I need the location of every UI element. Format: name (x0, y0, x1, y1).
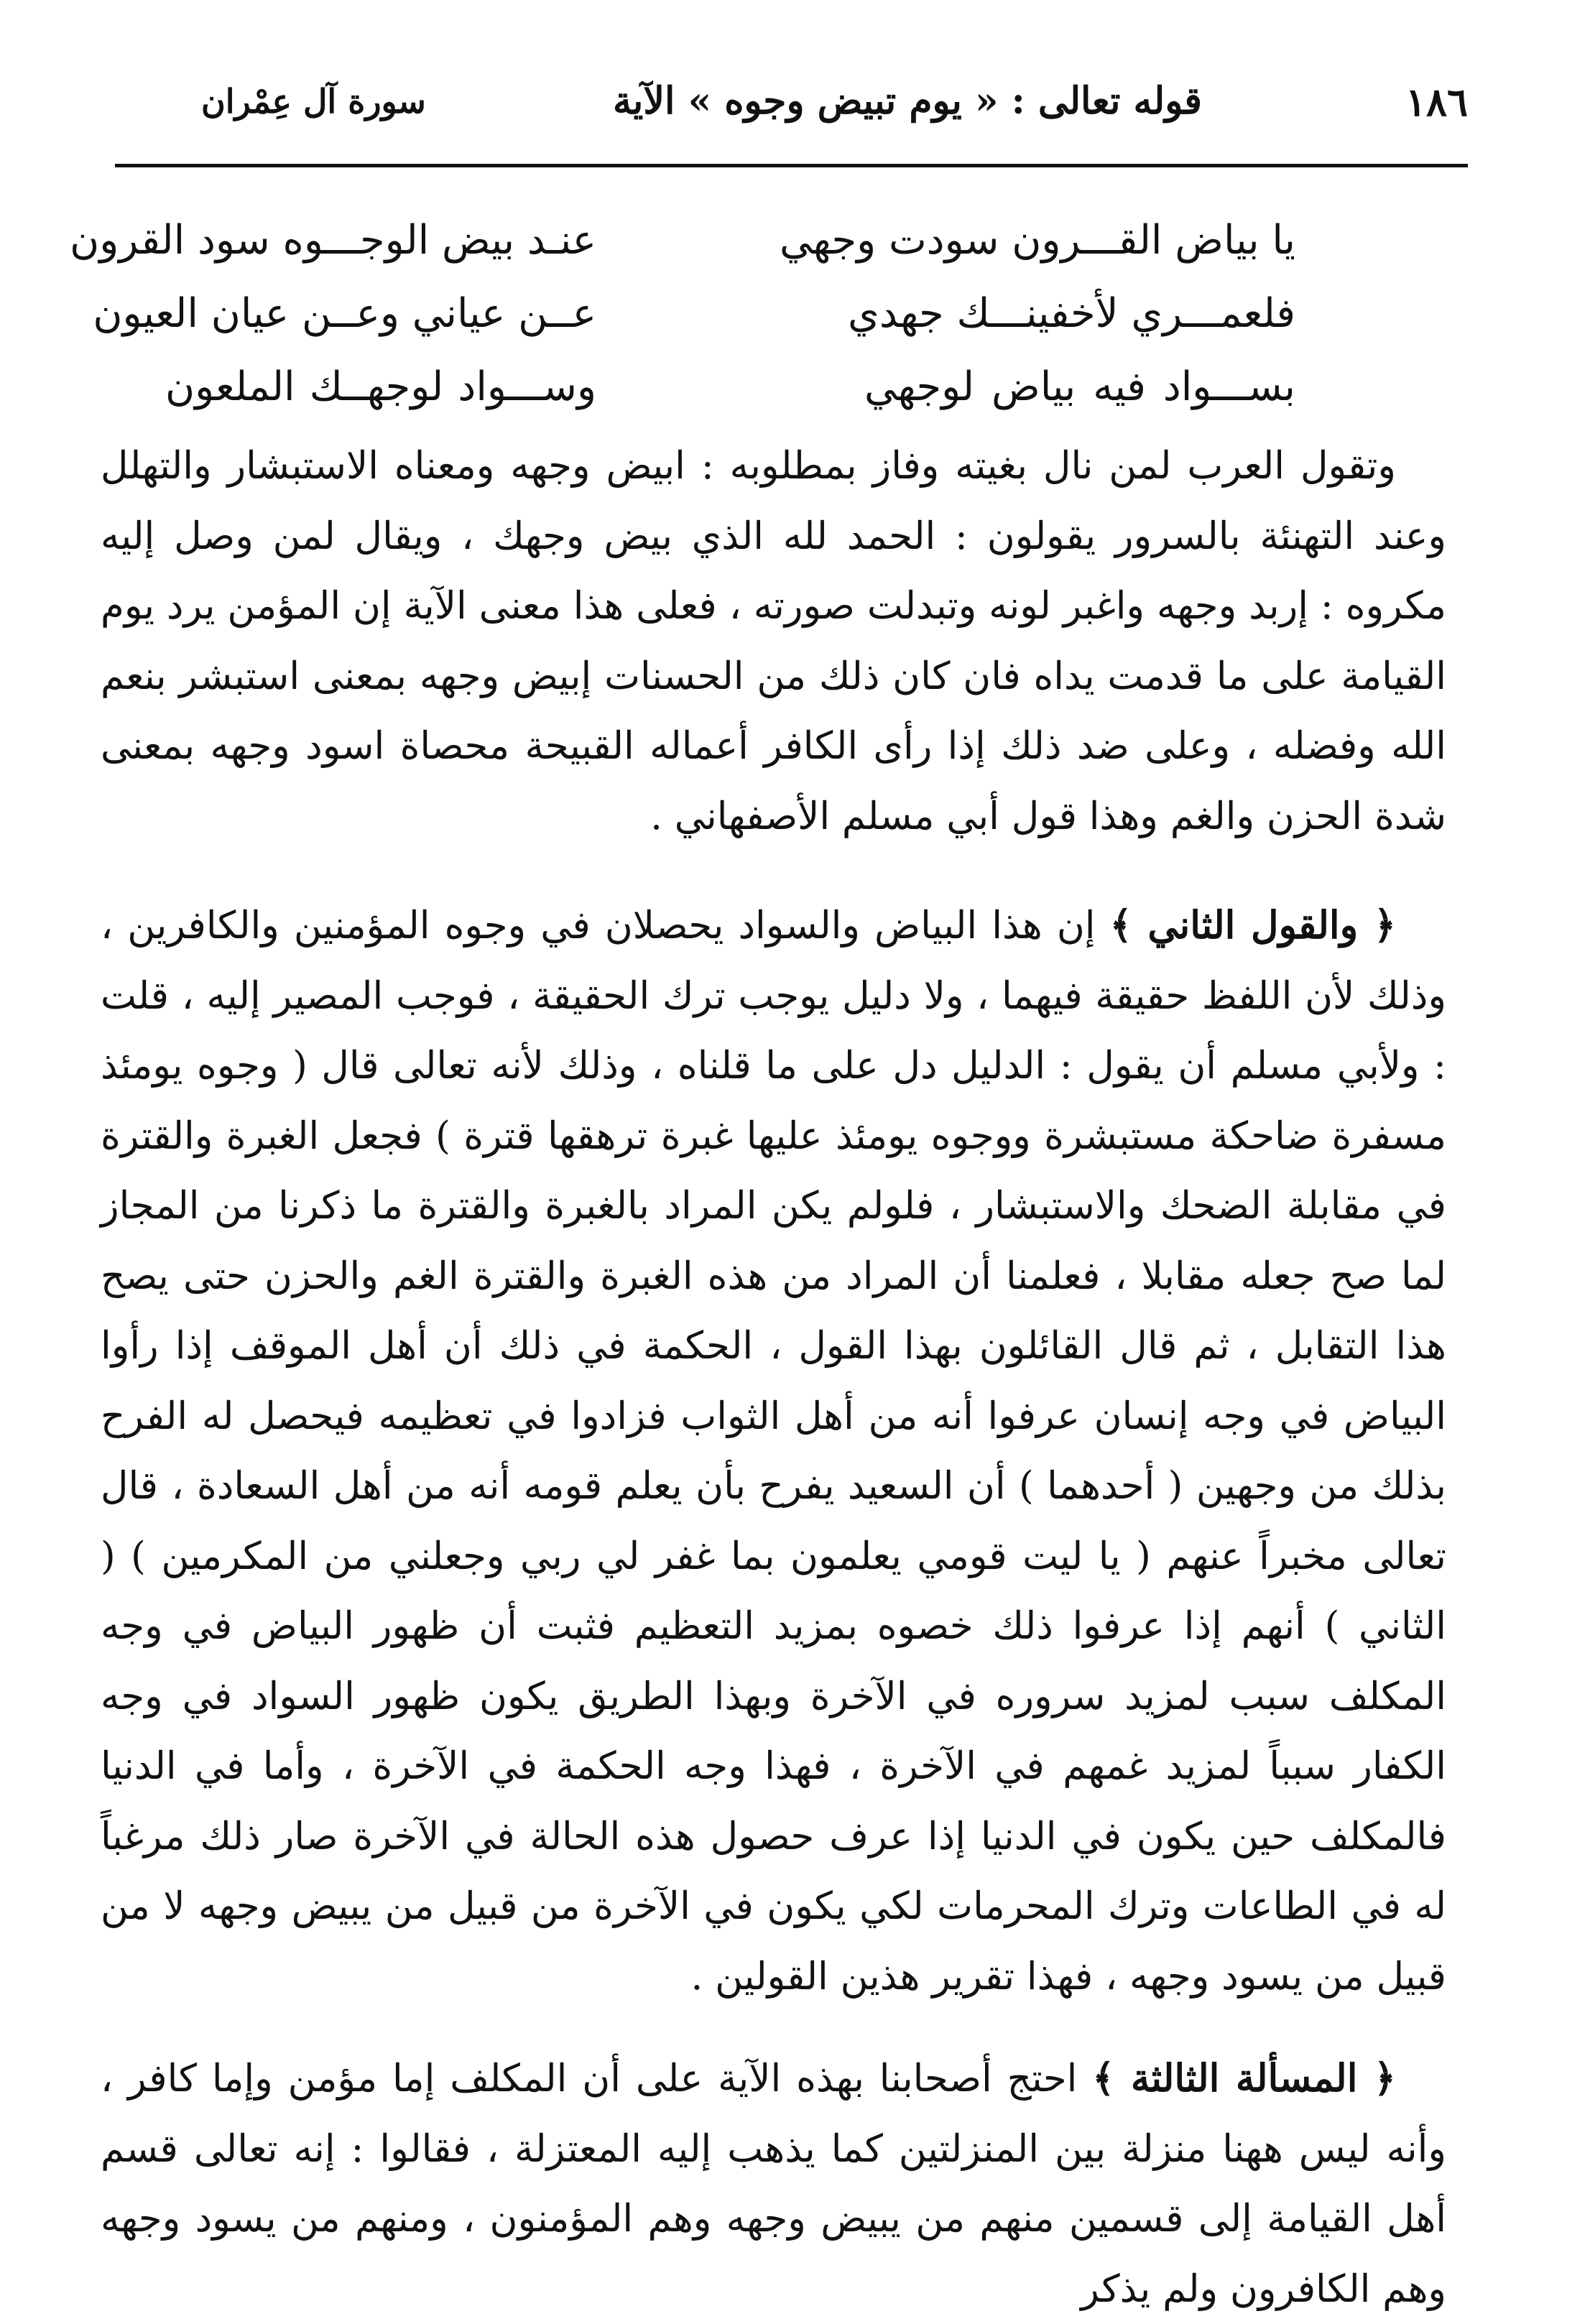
verse-first-hemistich: فلعمـــري لأخفينـــك جهدي (848, 290, 1295, 337)
paragraph-second-opinion (101, 891, 1446, 2011)
header-rule (115, 164, 1468, 167)
surah-name: سورة آل عِمْران (201, 82, 426, 121)
verse-second-hemistich: عــن عياني وعــن عيان العيون (93, 290, 596, 337)
paragraph-third-issue (101, 2044, 1446, 2324)
section-heading: ﴿ المسألة الثالثة ﴾ (1092, 2056, 1396, 2101)
paragraph-spacer (101, 2011, 1446, 2044)
verse-first-hemistich: بســـواد فيه بياض لوجهي (864, 364, 1295, 410)
page-number: ١٨٦ (1405, 79, 1468, 125)
page-title: قوله تعالى : « يوم تبيض وجوه » الآية (613, 79, 1202, 123)
poem-verse (165, 351, 1295, 425)
poem-verse (70, 205, 1295, 278)
poem-verse (93, 278, 1295, 351)
verse-first-hemistich: يا بياض القـــرون سودت وجهي (780, 217, 1295, 264)
paragraph-text: احتج أصحابنا بهذه الآية على أن المكلف إما مؤمن وإما كافر ، وأنه ليس ههنا منزلة بين المنزلتين كما يذهب إليه المعتزلة ، فقالوا : إنه تعالى قسم أهل القيامة إلى قسمين منهم من يبيض وجهه وهم المؤمنون ، ومنهم من يسود وجهه وهم الكافرون ولم يذكر (101, 2057, 1446, 2311)
paragraph-text: إن هذا البياض والسواد يحصلان في وجوه المؤمنين والكافرين ، وذلك لأن اللفظ حقيقة فيهما ، ولا دليل يوجب ترك الحقيقة ، فوجب المصير إليه ، قلت : ولأبي مسلم أن يقول : الدليل دل على ما قلناه ، وذلك لأنه تعالى قال ( وجوه يومئذ مسفرة ضاحكة مستبشرة ووجوه يومئذ عليها غبرة ترهقها قترة ) فجعل الغبرة والقترة في مقابلة الضحك والاستبشار ، فلولم يكن المراد بالغبرة والقترة ما ذكرنا من المجاز لما صح جعله مقابلا ، فعلمنا أن المراد من هذه الغبرة والقترة الغم والحزن حتى يصح هذا التقابل ، ثم قال القائلون بهذا القول ، الحكمة في ذلك أن أهل الموقف إذا رأوا البياض في وجه إنسان عرفوا أنه من أهل الثواب فزادوا في تعظيمه فيحصل له الفرح بذلك من وجهين ( أحدهما ) أن السعيد يفرح بأن يعلم قومه أنه من أهل السعادة ، قال تعالى مخبراً عنهم ( يا ليت قومي يعلمون بما غفر لي ربي وجعلني من المكرمين ) ( الثاني ) أنهم إذا عرفوا ذلك خصوه بمزيد التعظيم فثبت أن ظهور البياض في وجه المكلف سبب لمزيد سروره في الآخرة وبهذا الطريق يكون ظهور السواد في وجه الكفار سبباً لمزيد غمهم في الآخرة ، فهذا وجه الحكمة في الآخرة ، وأما في الدنيا فالمكلف حين يكون في الدنيا إذا عرف حصول هذه الحالة في الآخرة صار ذلك مرغباً له في الطاعات وترك المحرمات لكي يكون في الآخرة من قبيل من يبيض وجهه لا من قبيل من يسود وجهه ، فهذا تقرير هذين القولين . (101, 904, 1446, 1999)
body-text (101, 431, 1446, 2324)
paragraph-spacer (101, 851, 1446, 891)
section-heading: ﴿ والقول الثاني ﴾ (1109, 903, 1396, 948)
verse-second-hemistich: عنـد بيض الوجـــوه سود القرون (70, 217, 596, 264)
poem (70, 205, 1295, 425)
running-header (158, 79, 1468, 136)
verse-second-hemistich: وســـواد لوجهــك الملعون (165, 364, 596, 410)
paragraph-abu-muslim: وتقول العرب لمن نال بغيته وفاز بمطلوبه : ابيض وجهه ومعناه الاستبشار والتهلل وعند التهنئة بالسرور يقولون : الحمد لله الذي بيض وجهك ، ويقال لمن وصل إليه مكروه : إربد وجهه واغبر لونه وتبدلت صورته ، فعلى هذا معنى الآية إن المؤمن يرد يوم القيامة على ما قدمت يداه فان كان ذلك من الحسنات إبيض وجهه بمعنى استبشر بنعم الله وفضله ، وعلى ضد ذلك إذا رأى الكافر أعماله القبيحة محصاة اسود وجهه بمعنى شدة الحزن والغم وهذا قول أبي مسلم الأصفهاني . (101, 444, 1446, 838)
